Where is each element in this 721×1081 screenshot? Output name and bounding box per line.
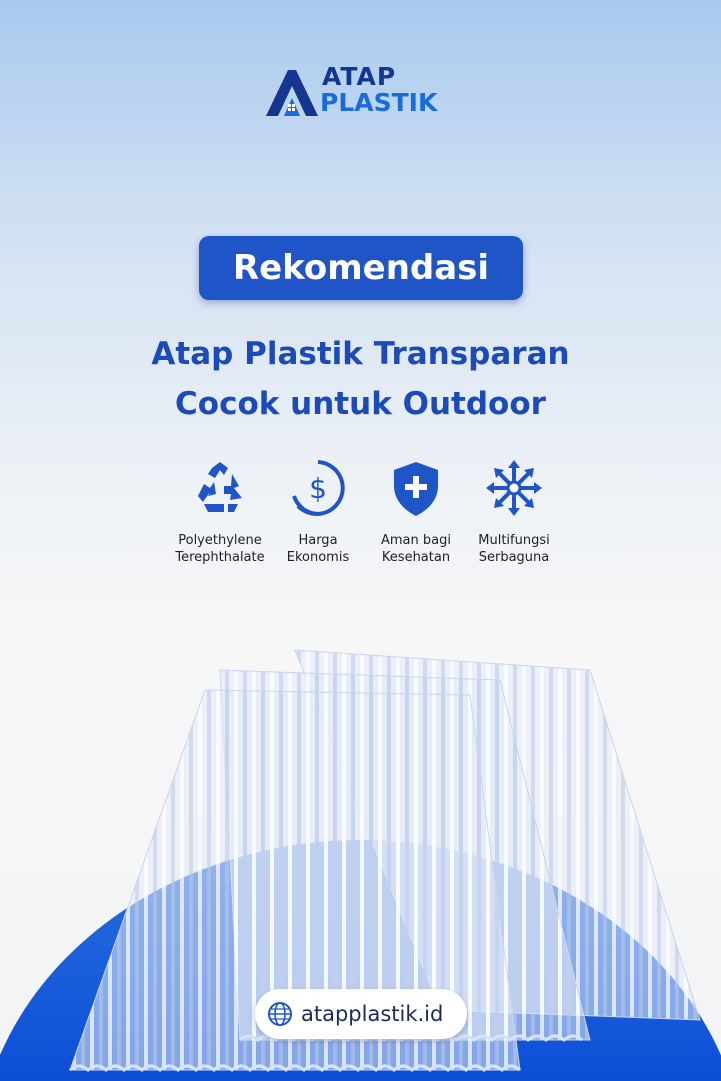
svg-text:$: $ xyxy=(309,472,327,505)
headline-line-1: Atap Plastik Transparan xyxy=(151,336,570,372)
feature-pet-label: Polyethylene Terephthalate xyxy=(175,533,265,565)
brand-logo xyxy=(262,64,462,120)
shield-plus-icon xyxy=(386,458,446,518)
website-url[interactable]: atapplastik.id xyxy=(301,1002,444,1026)
recycle-icon xyxy=(190,458,250,518)
recommendation-badge: Rekomendasi xyxy=(199,236,523,300)
feature-price-label: Harga Ekonomis xyxy=(286,533,350,565)
headline-line-2: Cocok untuk Outdoor xyxy=(175,386,546,422)
feature-health-label: Aman bagi Kesehatan xyxy=(381,533,451,565)
brand-name-top: ATAP xyxy=(322,62,397,91)
brand-name-bottom: PLASTIK xyxy=(320,88,438,117)
feature-multi-label: Multifungsi Serbaguna xyxy=(478,533,550,565)
multi-arrow-icon xyxy=(484,458,544,518)
house-roof-icon xyxy=(262,64,322,120)
globe-icon xyxy=(267,1001,293,1027)
feature-list xyxy=(168,458,558,578)
website-pill[interactable] xyxy=(255,989,467,1039)
dollar-coin-icon xyxy=(288,458,348,518)
